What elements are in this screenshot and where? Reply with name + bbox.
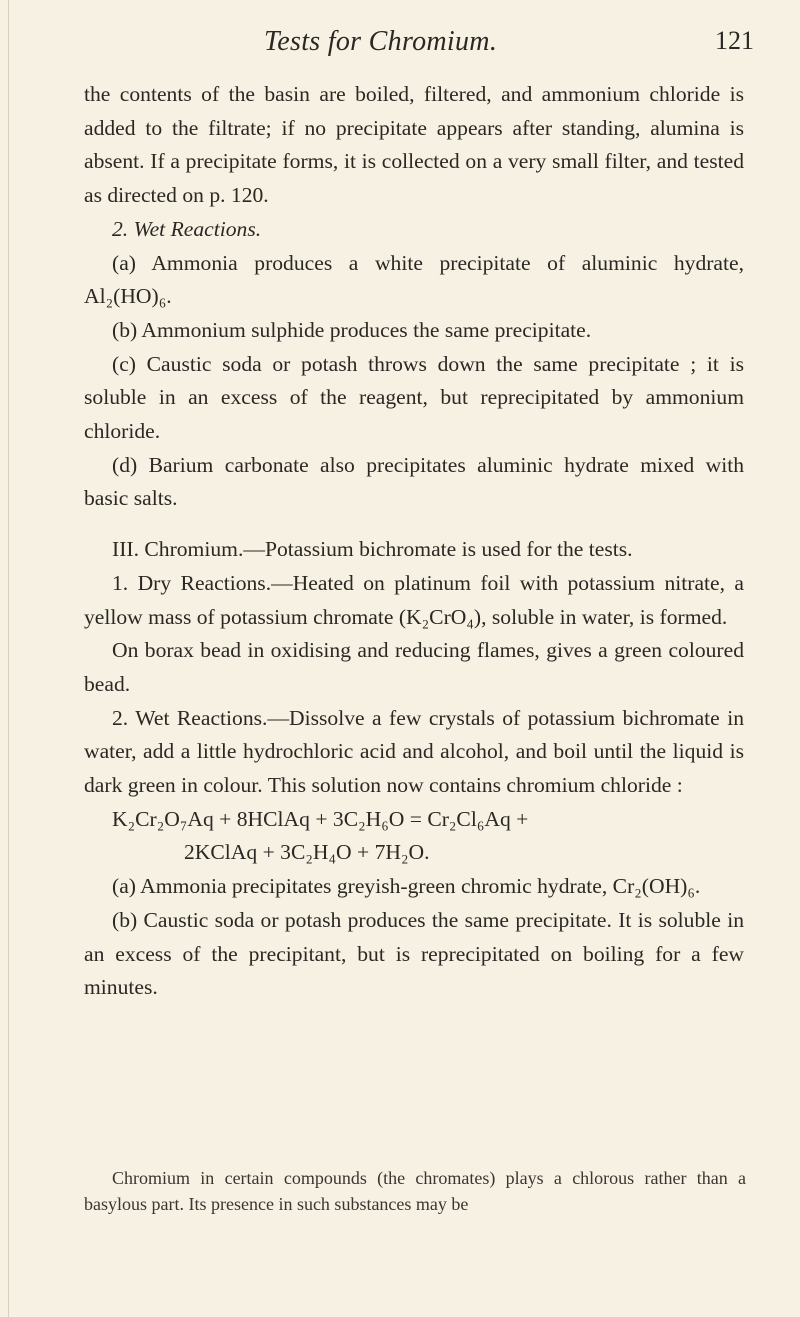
paragraph-alumina-c: (c) Caustic soda or potash throws down the same precipitate ; it is soluble in an excess of the reagent, but reprecipitated by ammonium chloride. xyxy=(84,351,744,444)
paragraph-chromium-wet: 2. Wet Reactions.—Dissolve a few crystals of potassium bichromate in water, add a little hydrochloric acid and alcohol, and boil until the liquid is dark green in colour. This solution now contains chromium chloride : xyxy=(84,705,744,798)
paragraph-chromium-b: (b) Caustic soda or potash produces the same precipitate. It is soluble in an excess of the precipitant, but is reprecipitated on boiling for a few minutes. xyxy=(84,907,744,1000)
paragraph-chromium-borax: On borax bead in oxidising and reducing flames, gives a green coloured bead. xyxy=(84,638,744,696)
paragraph-alumina-d: (d) Barium carbonate also precipitates aluminic hydrate mixed with basic salts. xyxy=(84,452,744,511)
paragraph-chromium-dry: 1. Dry Reactions.—Heated on platinum foil with potassium nitrate, a yellow mass of potassium chromate (K₂CrO₄), soluble in water, is formed. xyxy=(84,570,744,629)
running-title: Tests for Chromium. xyxy=(264,26,498,57)
paragraph-alumina-a: (a) Ammonia produces a white precipitate of aluminic hydrate, Al₂(HO)₆. xyxy=(84,250,744,309)
equation-line-2: 2KClAq + 3C₂H₄O + 7H₂O. xyxy=(184,840,430,865)
page-header xyxy=(0,20,800,60)
paragraph-alumina-b: (b) Ammonium sulphide produces the same precipitate. xyxy=(112,317,592,342)
page-edge-shadow xyxy=(8,0,9,1317)
equation-line-1: K₂Cr₂O₇Aq + 8HClAq + 3C₂H₆O = Cr₂Cl₆Aq + xyxy=(112,806,529,831)
page-number: 121 xyxy=(715,26,754,55)
body-text xyxy=(84,78,744,1005)
footnote xyxy=(84,1165,746,1217)
paragraph-alumina-continued: the contents of the basin are boiled, filtered, and ammonium chloride is added to the filtrate; if no precipitate appears after standing, alumina is absent. If a precipitate forms, it is collected on a very small filter, and tested as directed on p. 120. xyxy=(84,82,744,208)
section-heading-chromium: III. Chromium.—Potassium bichromate is used for the tests. xyxy=(112,537,633,562)
subheading-wet-reactions-alumina: 2. Wet Reactions. xyxy=(112,216,262,241)
paragraph-chromium-a: (a) Ammonia precipitates greyish-green chromic hydrate, Cr₂(OH)₆. xyxy=(112,874,701,899)
footnote-text: Chromium in certain compounds (the chromates) plays a chlorous rather than a basylous part. Its presence in such substances may be xyxy=(84,1168,746,1214)
